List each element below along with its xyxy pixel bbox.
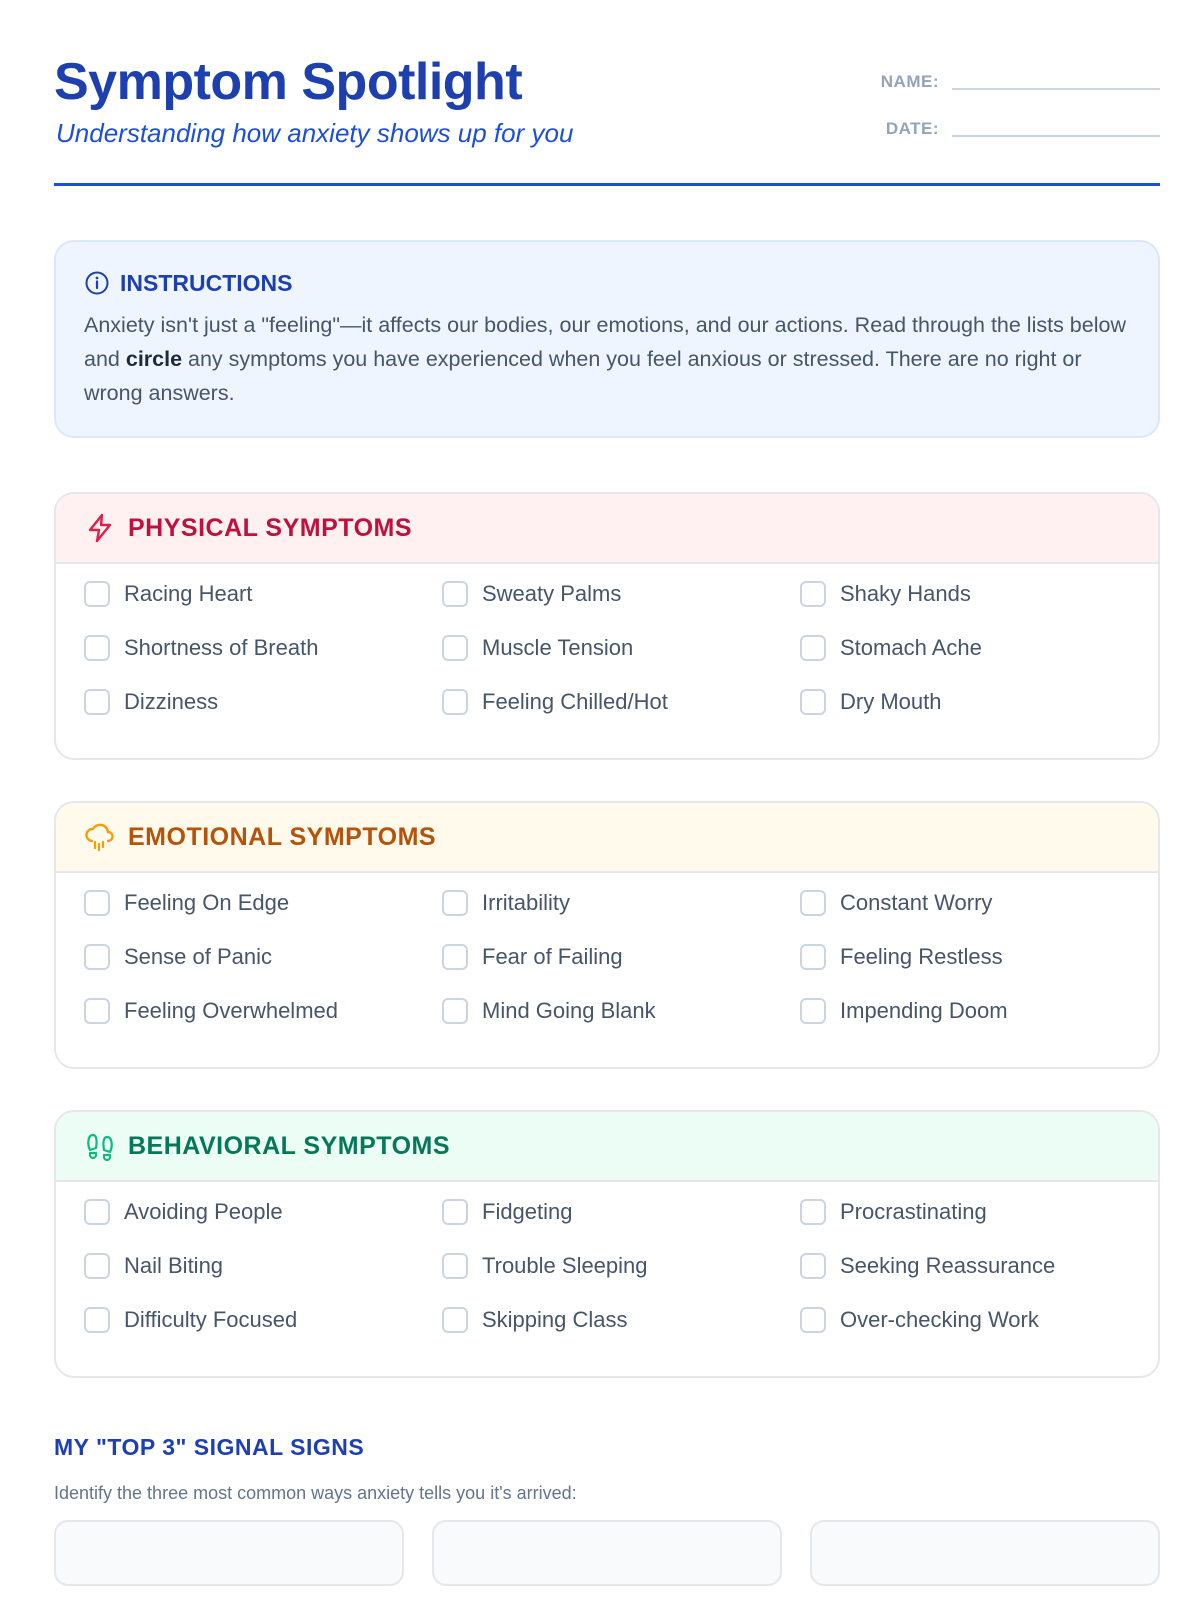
physical-symptom-item[interactable] (84, 682, 218, 722)
emotional-symptom-item[interactable] (442, 991, 656, 1031)
checkbox[interactable] (84, 944, 110, 970)
checkbox[interactable] (800, 635, 826, 661)
checkbox[interactable] (442, 944, 468, 970)
symptom-label: Feeling On Edge (124, 890, 290, 915)
instructions-text (84, 308, 1130, 410)
behavioral-symptom-item[interactable] (800, 1246, 1055, 1286)
date-label: DATE: (885, 119, 939, 138)
physical-symptom-item[interactable] (442, 628, 633, 668)
signal-sign-box-2[interactable] (432, 1520, 782, 1586)
checkbox[interactable] (442, 998, 468, 1024)
checkbox[interactable] (84, 689, 110, 715)
instructions-text-part2: any symptoms you have experienced when you feel anxious or stressed. There are no right or wrong answers. (84, 347, 1082, 405)
checkbox[interactable] (800, 689, 826, 715)
symptom-label: Constant Worry (840, 890, 993, 915)
symptom-label: Racing Heart (124, 581, 253, 606)
signal-sign-box-1[interactable] (54, 1520, 404, 1586)
checkbox[interactable] (84, 1199, 110, 1225)
checkbox[interactable] (442, 635, 468, 661)
behavioral-symptoms-title: BEHAVIORAL SYMPTOMS (128, 1131, 451, 1160)
behavioral-symptoms-list (56, 1182, 1158, 1332)
physical-symptom-item[interactable] (800, 682, 941, 722)
symptom-label: Skipping Class (482, 1307, 628, 1332)
symptom-label: Difficulty Focused (124, 1307, 298, 1332)
physical-symptom-item[interactable] (442, 682, 668, 722)
symptom-label: Stomach Ache (840, 635, 982, 660)
checkbox[interactable] (800, 1307, 826, 1333)
emotional-symptom-item[interactable] (800, 991, 1008, 1031)
symptom-label: Mind Going Blank (482, 998, 656, 1023)
symptom-label: Procrastinating (840, 1199, 987, 1224)
symptom-label: Trouble Sleeping (482, 1253, 648, 1278)
symptom-label: Muscle Tension (482, 635, 634, 660)
name-line[interactable] (952, 88, 1160, 90)
behavioral-symptoms-card (54, 1110, 1160, 1378)
checkbox[interactable] (84, 998, 110, 1024)
physical-symptom-item[interactable] (800, 574, 971, 614)
top3-title: MY "TOP 3" SIGNAL SIGNS (54, 1434, 365, 1460)
behavioral-symptom-item[interactable] (84, 1246, 223, 1286)
checkbox[interactable] (84, 1307, 110, 1333)
symptom-label: Sense of Panic (124, 944, 272, 969)
symptom-label: Shaky Hands (840, 581, 971, 606)
lightning-icon (84, 512, 116, 544)
symptom-label: Shortness of Breath (124, 635, 319, 660)
storm-cloud-icon (84, 821, 116, 853)
symptom-label: Over-checking Work (840, 1307, 1039, 1332)
checkbox[interactable] (800, 890, 826, 916)
symptom-label: Fidgeting (482, 1199, 573, 1224)
behavioral-symptom-item[interactable] (84, 1192, 283, 1232)
checkbox[interactable] (442, 1199, 468, 1225)
emotional-symptom-item[interactable] (442, 883, 570, 923)
emotional-symptoms-list (56, 873, 1158, 1023)
physical-symptoms-header (56, 494, 1158, 564)
checkbox[interactable] (442, 581, 468, 607)
physical-symptoms-title: PHYSICAL SYMPTOMS (128, 513, 413, 542)
emotional-symptoms-header (56, 803, 1158, 873)
symptom-label: Irritability (482, 890, 571, 915)
checkbox[interactable] (84, 890, 110, 916)
symptom-label: Impending Doom (840, 998, 1008, 1023)
symptom-label: Dizziness (124, 689, 219, 714)
emotional-symptom-item[interactable] (800, 883, 992, 923)
emotional-symptom-item[interactable] (442, 937, 623, 977)
behavioral-symptom-item[interactable] (800, 1192, 987, 1232)
checkbox[interactable] (84, 1253, 110, 1279)
checkbox[interactable] (442, 890, 468, 916)
checkbox[interactable] (800, 998, 826, 1024)
name-label: NAME: (880, 72, 939, 91)
checkbox[interactable] (84, 581, 110, 607)
physical-symptom-item[interactable] (442, 574, 621, 614)
symptom-label: Feeling Restless (840, 944, 1003, 969)
emotional-symptom-item[interactable] (84, 991, 338, 1031)
symptom-label: Fear of Failing (482, 944, 623, 969)
emotional-symptoms-card (54, 801, 1160, 1069)
page-subtitle: Understanding how anxiety shows up for you (56, 118, 574, 148)
page-title: Symptom Spotlight (54, 53, 523, 111)
emotional-symptom-item[interactable] (84, 883, 289, 923)
symptom-label: Nail Biting (124, 1253, 224, 1278)
checkbox[interactable] (800, 581, 826, 607)
symptom-label: Feeling Overwhelmed (124, 998, 338, 1023)
behavioral-symptom-item[interactable] (442, 1192, 573, 1232)
checkbox[interactable] (800, 944, 826, 970)
date-field[interactable] (860, 117, 1160, 147)
physical-symptom-item[interactable] (84, 574, 252, 614)
behavioral-symptom-item[interactable] (442, 1300, 628, 1340)
instructions-text-part1: Anxiety isn't just a "feeling"—it affects our bodies, our emotions, and our actions. Read through the lists below and (84, 313, 1126, 371)
instructions-title: INSTRUCTIONS (120, 269, 293, 296)
symptom-label: Dry Mouth (840, 689, 942, 714)
checkbox[interactable] (442, 689, 468, 715)
instructions-emphasis: circle (125, 347, 183, 371)
checkbox[interactable] (84, 635, 110, 661)
emotional-symptom-item[interactable] (800, 937, 1003, 977)
behavioral-symptom-item[interactable] (442, 1246, 648, 1286)
name-field[interactable] (860, 70, 1160, 100)
behavioral-symptom-item[interactable] (800, 1300, 1039, 1340)
physical-symptoms-list (56, 564, 1158, 714)
signal-sign-box-3[interactable] (810, 1520, 1160, 1586)
checkbox[interactable] (800, 1199, 826, 1225)
header (54, 0, 1160, 186)
date-line[interactable] (952, 135, 1160, 137)
checkbox[interactable] (442, 1307, 468, 1333)
physical-symptom-item[interactable] (84, 628, 318, 668)
top3-subtitle: Identify the three most common ways anxiety tells you it's arrived: (54, 1483, 577, 1503)
checkbox[interactable] (442, 1253, 468, 1279)
footprints-icon (84, 1130, 116, 1162)
symptom-label: Sweaty Palms (482, 581, 622, 606)
physical-symptoms-card (54, 492, 1160, 760)
instructions-box (54, 240, 1160, 438)
symptom-label: Seeking Reassurance (840, 1253, 1056, 1278)
behavioral-symptom-item[interactable] (84, 1300, 297, 1340)
checkbox[interactable] (800, 1253, 826, 1279)
symptom-label: Feeling Chilled/Hot (482, 689, 668, 714)
behavioral-symptoms-header (56, 1112, 1158, 1182)
emotional-symptoms-title: EMOTIONAL SYMPTOMS (128, 822, 437, 851)
worksheet-page (54, 0, 1160, 1503)
symptom-label: Avoiding People (124, 1199, 283, 1224)
physical-symptom-item[interactable] (800, 628, 982, 668)
emotional-symptom-item[interactable] (84, 937, 272, 977)
info-icon (84, 270, 110, 296)
